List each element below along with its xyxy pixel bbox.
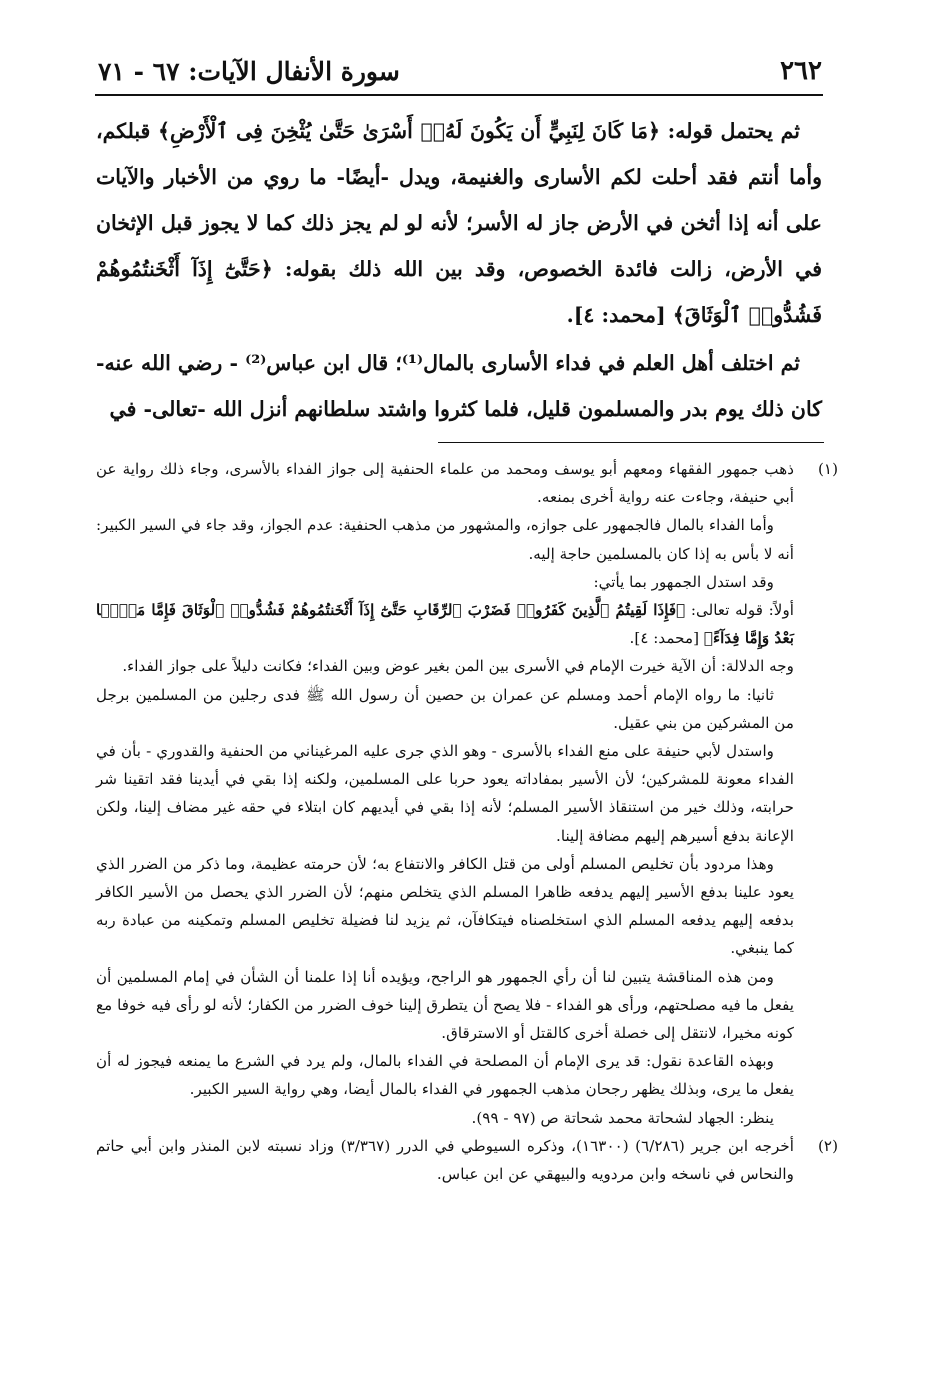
footnote-number: (٢): [817, 1136, 838, 1155]
footnote-paragraph: وقد استدل الجمهور بما يأتي:: [593, 572, 774, 591]
footnote-paragraph: أخرجه ابن جرير (٦/٢٨٦) (١٦٣٠٠)، وذكره السيوطي في الدرر (٣/٣٦٧) وزاد نسبته لابن المنذر وابن أبي حاتم والنحاس في ناسخه وابن مردويه والبيهقي عن ابن عباس.: [96, 1136, 795, 1184]
footnote-2: [96, 1132, 838, 1188]
quran-verse: ﴿فَإِذَا لَقِيتُمُ ٱلَّذِينَ كَفَرُوا۟ فَضَرْبَ ٱلرِّقَابِ حَتَّىٰٓ إِذَآ أَثْخَنتُمُوهُمْ فَشُدُّوا۟ ٱلْوَثَاقَ فَإِمَّا مَنًّۢا بَعْدُ وَإِمَّا فِدَآءً﴾: [96, 601, 794, 648]
header-rule: [95, 94, 823, 96]
footnote-lead: أولاً: قوله تعالى:: [685, 601, 794, 620]
footnote-paragraph: وبهذه القاعدة نقول: قد يرى الإمام أن المصلحة في الفداء بالمال، ولم يرد في الشرع ما يمنعه فيجوز له أن يفعل ما يرى، وبذلك يظهر رجحان مذهب الجمهور في الفداء بالمال أيضا، وهي رواية السير الكبير.: [96, 1052, 794, 1099]
footnote-paragraph: ثانيا: ما رواه الإمام أحمد ومسلم عن عمران بن حصين أن رسول الله ﷺ فدى رجلين من المسلمين برجل من المشركين من بني عقيل.: [96, 685, 794, 732]
footnote-reference: ينظر: الجهاد لشحاتة محمد شحاتة ص (٩٧ - ٩٩).: [471, 1108, 774, 1127]
footnotes: [96, 455, 838, 1188]
footnote-number: (١): [817, 460, 838, 478]
surah-title: سورة الأنفال الآيات: ٦٧ - ٧١: [98, 56, 400, 86]
footnote-paragraph: واستدل لأبي حنيفة على منع الفداء بالأسرى - وهو الذي جرى عليه المرغيناني من الحنفية والقدوري - بأن في الفداء معونة للمشركين؛ لأن الأسير بمفاداته يعود حربا على المسلمين، ولكنه إذا بقي في أيدينا فقد اتقينا شر حرابته، وذلك خير من استنقاذ الأسير المسلم؛ لأنه إذا بقي في أيديهم كان ابتلاء في حقه غير مضاف إلينا، ولكن الإعانة بدفع أسيرهم إليهم مضافة إلينا.: [96, 742, 794, 845]
footnote-paragraph: وهذا مردود بأن تخليص المسلم أولى من قتل الكافر والانتفاع به؛ لأن حرمته عظيمة، وما ذكر من الضرر الذي يعود علينا بدفع الأسير إليهم يدفعه ظاهرا المسلم الذي يتخلص منهم؛ لأن الضرر الذي يحصل من الأسير الكافر بدفعه إليهم يدفعه المسلم الذي استخلصناه فيتكافآن، ثم يزيد لنا فضيلة تخليص المسلم وتمكينه من عبادة ربه كما ينبغي.: [96, 854, 794, 958]
main-paragraph-1: ثم يحتمل قوله: ﴿مَا كَانَ لِنَبِيٍّ أَن يَكُونَ لَهُۥٓ أَسْرَىٰ حَتَّىٰ يُثْخِنَ فِى ٱلْأَرْضِ﴾ قبلكم، وأما أنتم فقد أحلت لكم الأسارى والغنيمة، ويدل -أيضًا- ما روي من الأخبار والآيات على أنه إذا أثخن في الأرض جاز له الأسر؛ لأنه لو لم يجز ذلك كما لا يجوز قبل الإثخان في الأرض، زالت فائدة الخصوص، وقد بين الله ذلك بقوله: ﴿حَتَّىٰٓ إِذَآ أَثْخَنتُمُوهُمْ فَشُدُّوا۟ ٱلْوَثَاقَ﴾ [محمد: ٤].: [96, 119, 822, 327]
page-header: [98, 50, 822, 92]
verse-reference: [محمد: ٤].: [629, 629, 704, 648]
main-paragraph-2: ثم اختلف أهل العلم في فداء الأسارى بالمال⁽¹⁾؛ قال ابن عباس⁽²⁾ - رضي الله عنه- كان ذلك يوم بدر والمسلمون قليل، فلما كثروا واشتد سلطانهم أنزل الله -تعالى- في: [96, 351, 822, 421]
main-text: [96, 108, 822, 432]
footnote-separator: [438, 442, 824, 443]
page-number: ٢٦٢: [780, 56, 822, 86]
footnote-paragraph: ذهب جمهور الفقهاء ومعهم أبو يوسف ومحمد من علماء الحنفية إلى جواز الفداء بالأسرى، وجاء ذلك رواية عن أبي حنيفة، وجاءت عنه رواية أخرى بمنعه.: [96, 460, 794, 507]
footnote-paragraph-quran: [96, 596, 794, 652]
footnote-1: [96, 455, 838, 1132]
footnote-paragraph: وأما الفداء بالمال فالجمهور على جوازه، والمشهور من مذهب الحنفية: عدم الجواز، وقد جاء في السير الكبير: أنه لا بأس به إذا كان بالمسلمين حاجة إليه.: [96, 516, 794, 563]
footnote-paragraph: ومن هذه المناقشة يتبين لنا أن رأي الجمهور هو الراجح، ويؤيده أنا إذا علمنا أن الشأن في إمام المسلمين أن يفعل ما فيه مصلحتهم، ورأى هو الفداء - فلا يصح أن يتطرق إلينا خوف الضرر من الكفار؛ لأنه لو رأى فيه خوفا مع كونه مخيرا، لانتقل إلى خصلة أخرى كالقتل أو الاسترقاق.: [96, 967, 794, 1043]
footnote-paragraph: وجه الدلالة: أن الآية خيرت الإمام في الأسرى بين المن بغير عوض وبين الفداء؛ فكانت دليلاً على جواز الفداء.: [122, 657, 794, 676]
